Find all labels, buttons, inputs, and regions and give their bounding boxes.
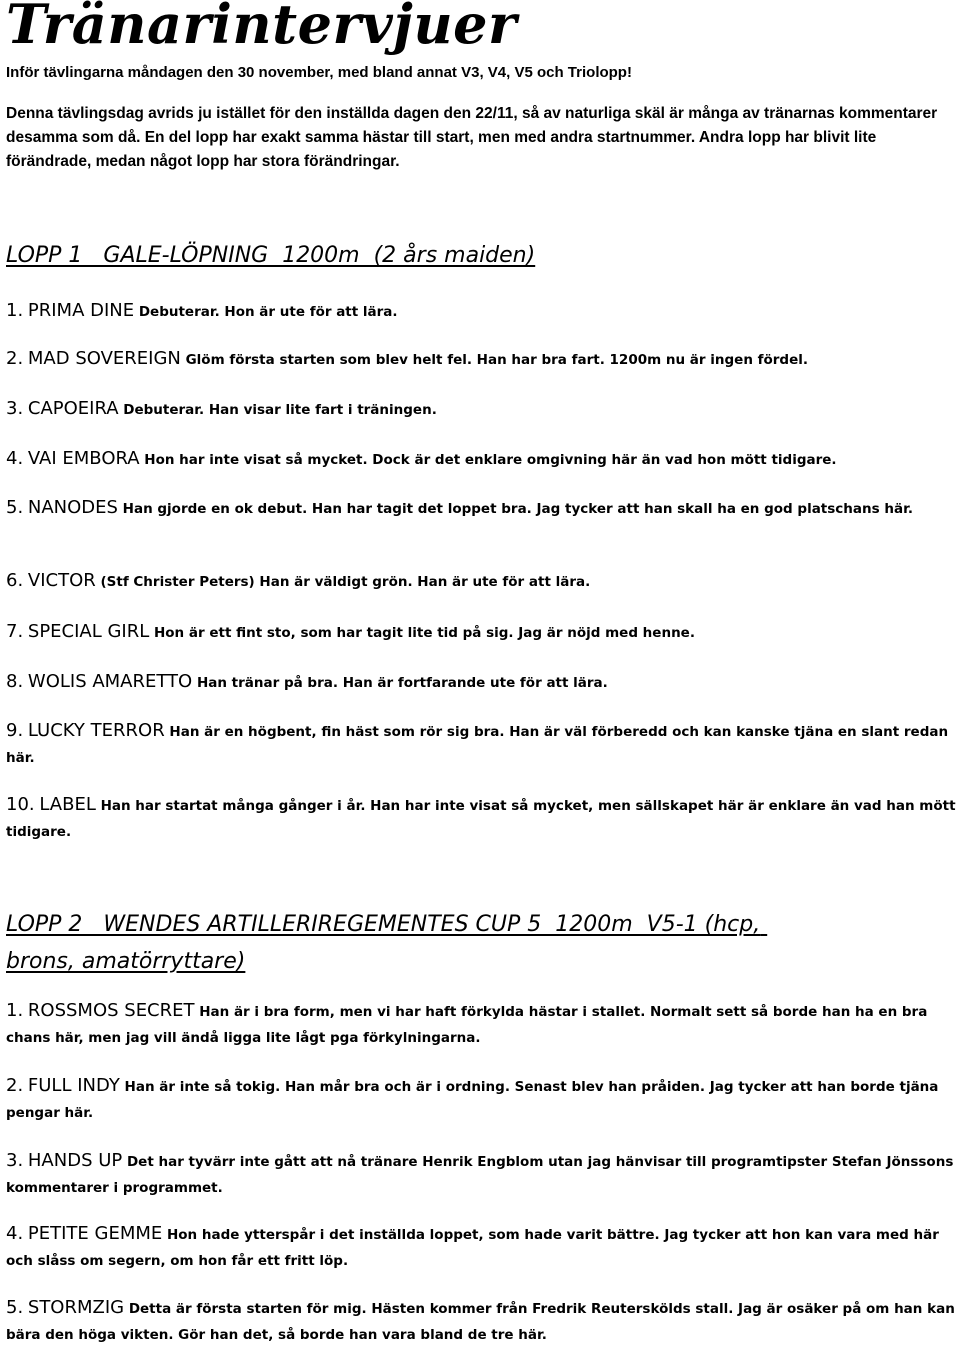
horse-name: SPECIAL GIRL xyxy=(27,621,150,642)
trainer-comment: (Stf Christer Peters) Han är väldigt grön. Han är ute för att lära. xyxy=(100,574,591,590)
list-item xyxy=(6,568,960,595)
trainer-comment: Debuterar. Han visar lite fart i träningen. xyxy=(123,402,437,418)
trainer-comment: Debuterar. Hon är ute för att lära. xyxy=(138,304,398,320)
entry-number: 5. xyxy=(6,497,24,518)
entry-number: 3. xyxy=(6,398,24,419)
entry-number: 9. xyxy=(6,720,24,741)
trainer-comment: Hon hade ytterspår i det inställda loppet, som hade varit bättre. Jag tycker att hon kan vara med här och slåss om segern, om hon får ett fritt löp. xyxy=(6,1227,939,1269)
horse-name: VICTOR xyxy=(27,570,96,591)
horse-name: MAD SOVEREIGN xyxy=(27,348,181,369)
page-title: Tränarintervjuer xyxy=(6,0,517,56)
subtitle: Inför tävlingarna måndagen den 30 november, med bland annat V3, V4, V5 och Triolopp! xyxy=(6,64,632,81)
horse-name: PETITE GEMME xyxy=(27,1223,163,1244)
list-item xyxy=(6,998,960,1051)
list-item xyxy=(6,396,960,423)
list-item xyxy=(6,446,960,473)
list-item xyxy=(6,346,960,373)
horse-name: LUCKY TERROR xyxy=(27,720,165,741)
horse-name: CAPOEIRA xyxy=(27,398,119,419)
trainer-comment: Glöm första starten som blev helt fel. Han har bra fart. 1200m nu är ingen fördel. xyxy=(185,352,809,368)
horse-name: ROSSMOS SECRET xyxy=(27,1000,195,1021)
horse-name: PRIMA DINE xyxy=(27,300,135,321)
entry-number: 2. xyxy=(6,348,24,369)
list-item xyxy=(6,718,960,771)
entry-number: 1. xyxy=(6,300,24,321)
trainer-comment: Hon har inte visat så mycket. Dock är det enklare omgivning här än vad hon mött tidigare. xyxy=(144,452,837,468)
trainer-comment: Han är en högbent, fin häst som rör sig bra. Han är väl förberedd och kan kanske tjäna en slant redan här. xyxy=(6,724,949,766)
trainer-comment: Han har startat många gånger i år. Han har inte visat så mycket, men sällskapet här är enklare än vad han mött tidigare. xyxy=(6,798,956,840)
intro-paragraph: Denna tävlingsdag avrids ju istället för den inställda dagen den 22/11, så av naturliga skäl är många av tränarnas kommentarer desamma som då. En del lopp har exakt samma hästar till start, men med andra startnummer. Andra lopp har blivit lite förändrade, medan något lopp har stora förändringar. xyxy=(6,105,938,170)
entry-number: 7. xyxy=(6,621,24,642)
horse-name: FULL INDY xyxy=(27,1075,120,1096)
trainer-comment: Han är i bra form, men vi har haft förkylda hästar i stallet. Normalt sett så borde han ha en bra chans här, men jag vill ändå ligga lite lågt pga förkylningarna. xyxy=(6,1004,928,1046)
entry-number: 4. xyxy=(6,448,24,469)
trainer-comment: Han tränar på bra. Han är fortfarande ute för att lära. xyxy=(196,675,608,691)
horse-name: WOLIS AMARETTO xyxy=(27,671,193,692)
list-item xyxy=(6,619,960,646)
entry-number: 5. xyxy=(6,1297,24,1318)
horse-name: LABEL xyxy=(39,794,96,815)
entry-number: 1. xyxy=(6,1000,24,1021)
entry-number: 4. xyxy=(6,1223,24,1244)
list-item xyxy=(6,495,960,522)
list-item xyxy=(6,792,960,845)
entry-number: 8. xyxy=(6,671,24,692)
trainer-comment: Han är inte så tokig. Han mår bra och är i ordning. Senast blev han pråiden. Jag tycker att han borde tjäna pengar här. xyxy=(6,1079,939,1121)
entry-number: 10. xyxy=(6,794,35,815)
race-heading: LOPP 2 WENDES ARTILLERIREGEMENTES CUP 5 1200m V5-1 (hcp, brons, amatörryttare) xyxy=(6,912,768,974)
horse-name: VAI EMBORA xyxy=(27,448,140,469)
list-item xyxy=(6,298,960,325)
trainer-comment: Detta är första starten för mig. Hästen kommer från Fredrik Reuterskölds stall. Jag är osäker på om han kan bära den höga vikten. Gör han det, så borde han vara bland de tre här. xyxy=(6,1301,955,1343)
entry-number: 2. xyxy=(6,1075,24,1096)
list-item xyxy=(6,1073,960,1126)
list-item xyxy=(6,1148,960,1201)
list-item xyxy=(6,1221,960,1274)
trainer-comment: Han gjorde en ok debut. Han har tagit det loppet bra. Jag tycker att han skall ha en god platschans här. xyxy=(122,501,913,517)
entry-number: 6. xyxy=(6,570,24,591)
trainer-comment: Hon är ett fint sto, som har tagit lite tid på sig. Jag är nöjd med henne. xyxy=(153,625,695,641)
list-item xyxy=(6,669,960,696)
horse-name: NANODES xyxy=(27,497,118,518)
race-heading: LOPP 1 GALE-LÖPNING 1200m (2 års maiden) xyxy=(6,243,536,268)
horse-name: HANDS UP xyxy=(27,1150,123,1171)
entry-number: 3. xyxy=(6,1150,24,1171)
trainer-comment: Det har tyvärr inte gått att nå tränare Henrik Engblom utan jag hänvisar till programtipster Stefan Jönssons kommentarer i programmet. xyxy=(6,1154,954,1196)
list-item xyxy=(6,1295,960,1348)
horse-name: STORMZIG xyxy=(27,1297,125,1318)
